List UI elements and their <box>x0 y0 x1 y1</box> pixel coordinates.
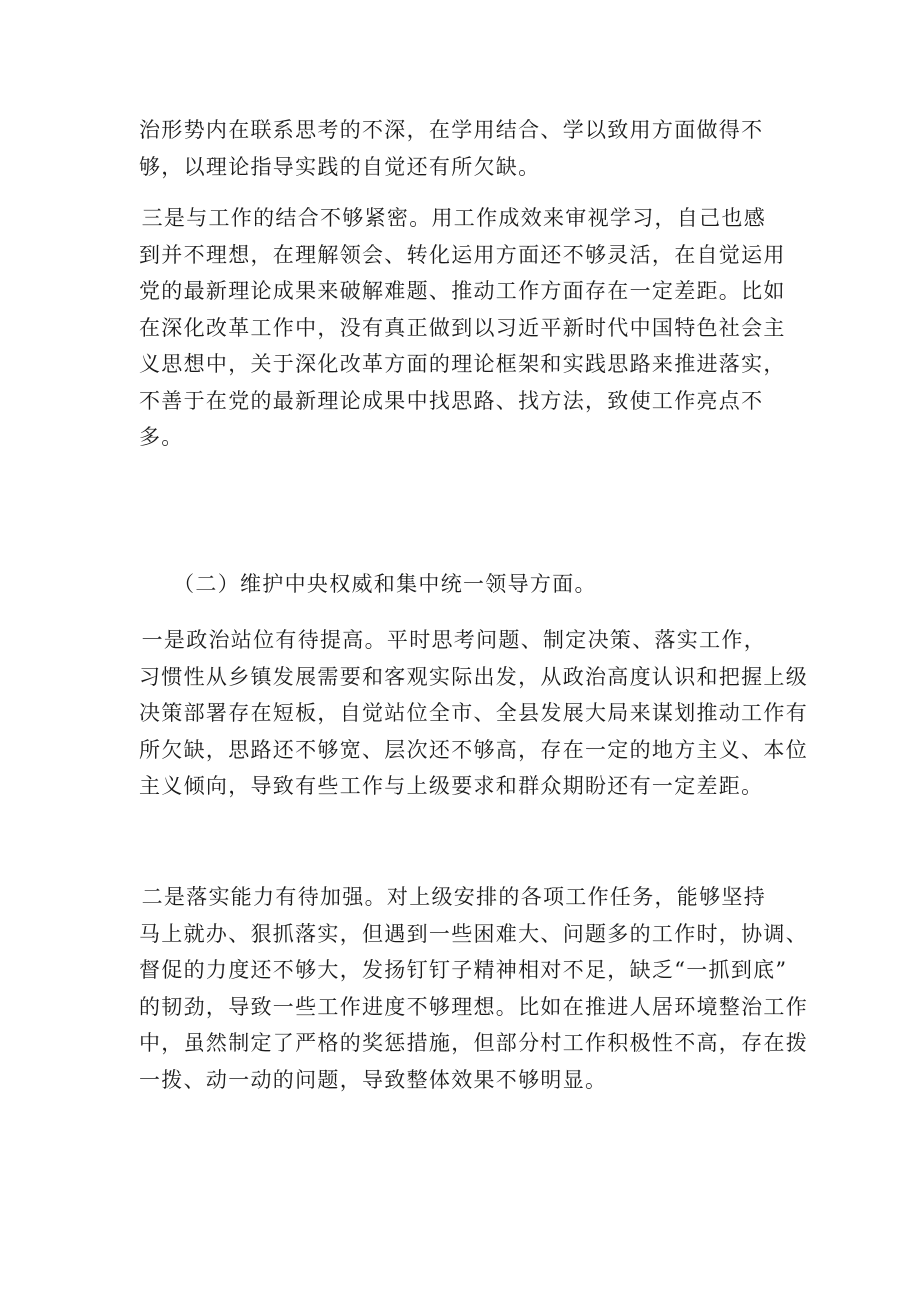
text-line: 二是落实能力有待加强。对上级安排的各项工作任务，能够坚持 <box>97 885 766 909</box>
text-line: 够，以理论指导实践的自觉还有所欠缺。 <box>139 154 541 179</box>
text-line: 不善于在党的最新理论成果中找思路、找方法，致使工作亮点不 <box>139 388 764 413</box>
paragraph-point-one <box>97 622 808 805</box>
text-line: 马上就办、狠抓落实，但遇到一些困难大、问题多的工作时，协调、 <box>139 921 808 946</box>
text-line: 三是与工作的结合不够紧密。用工作成效来审视学习，自己也感 <box>97 206 766 230</box>
text-line: 在深化改革工作中，没有真正做到以习近平新时代中国特色社会主 <box>139 315 786 340</box>
text-line: 中，虽然制定了严格的奖惩措施，但部分村工作积极性不高，存在拨 <box>139 1031 808 1055</box>
text-line: 的韧劲，导致一些工作进度不够理想。比如在推进人居环境整治工作 <box>139 994 808 1019</box>
paragraph-study-depth <box>139 112 799 185</box>
text-line: 义思想中，关于深化改革方面的理论框架和实践思路来推进落实， <box>139 352 786 376</box>
text-line: 一是政治站位有待提高。平时思考问题、制定决策、落实工作， <box>97 628 766 652</box>
text-line: （二）维护中央权威和集中统一领导方面。 <box>139 572 597 596</box>
text-line: 所欠缺，思路还不够宽、层次还不够高，存在一定的地方主义、本位 <box>139 737 808 762</box>
text-line: 主义倾向，导致有些工作与上级要求和群众期盼还有一定差距。 <box>139 774 764 798</box>
paragraph-point-two <box>97 879 808 1098</box>
text-line: 督促的力度还不够大，发扬钉钉子精神相对不足，缺乏“一抓到底” <box>139 958 788 982</box>
text-line: 治形势内在联系思考的不深，在学用结合、学以致用方面做得不 <box>139 118 764 142</box>
text-line: 到并不理想，在理解领会、转化运用方面还不够灵活，在自觉运用 <box>139 242 786 267</box>
section-heading <box>139 566 799 603</box>
text-line: 习惯性从乡镇发展需要和客观实际出发，从政治高度认识和把握上级 <box>139 664 808 689</box>
text-line: 一拨、动一动的问题，导致整体效果不够明显。 <box>139 1067 608 1092</box>
text-line: 党的最新理论成果来破解难题、推动工作方面存在一定差距。比如 <box>139 279 786 303</box>
paragraph-point-three <box>97 200 799 456</box>
text-line: 多。 <box>139 425 184 449</box>
text-line: 决策部署存在短板，自觉站位全市、全县发展大局来谋划推动工作有 <box>139 701 808 725</box>
